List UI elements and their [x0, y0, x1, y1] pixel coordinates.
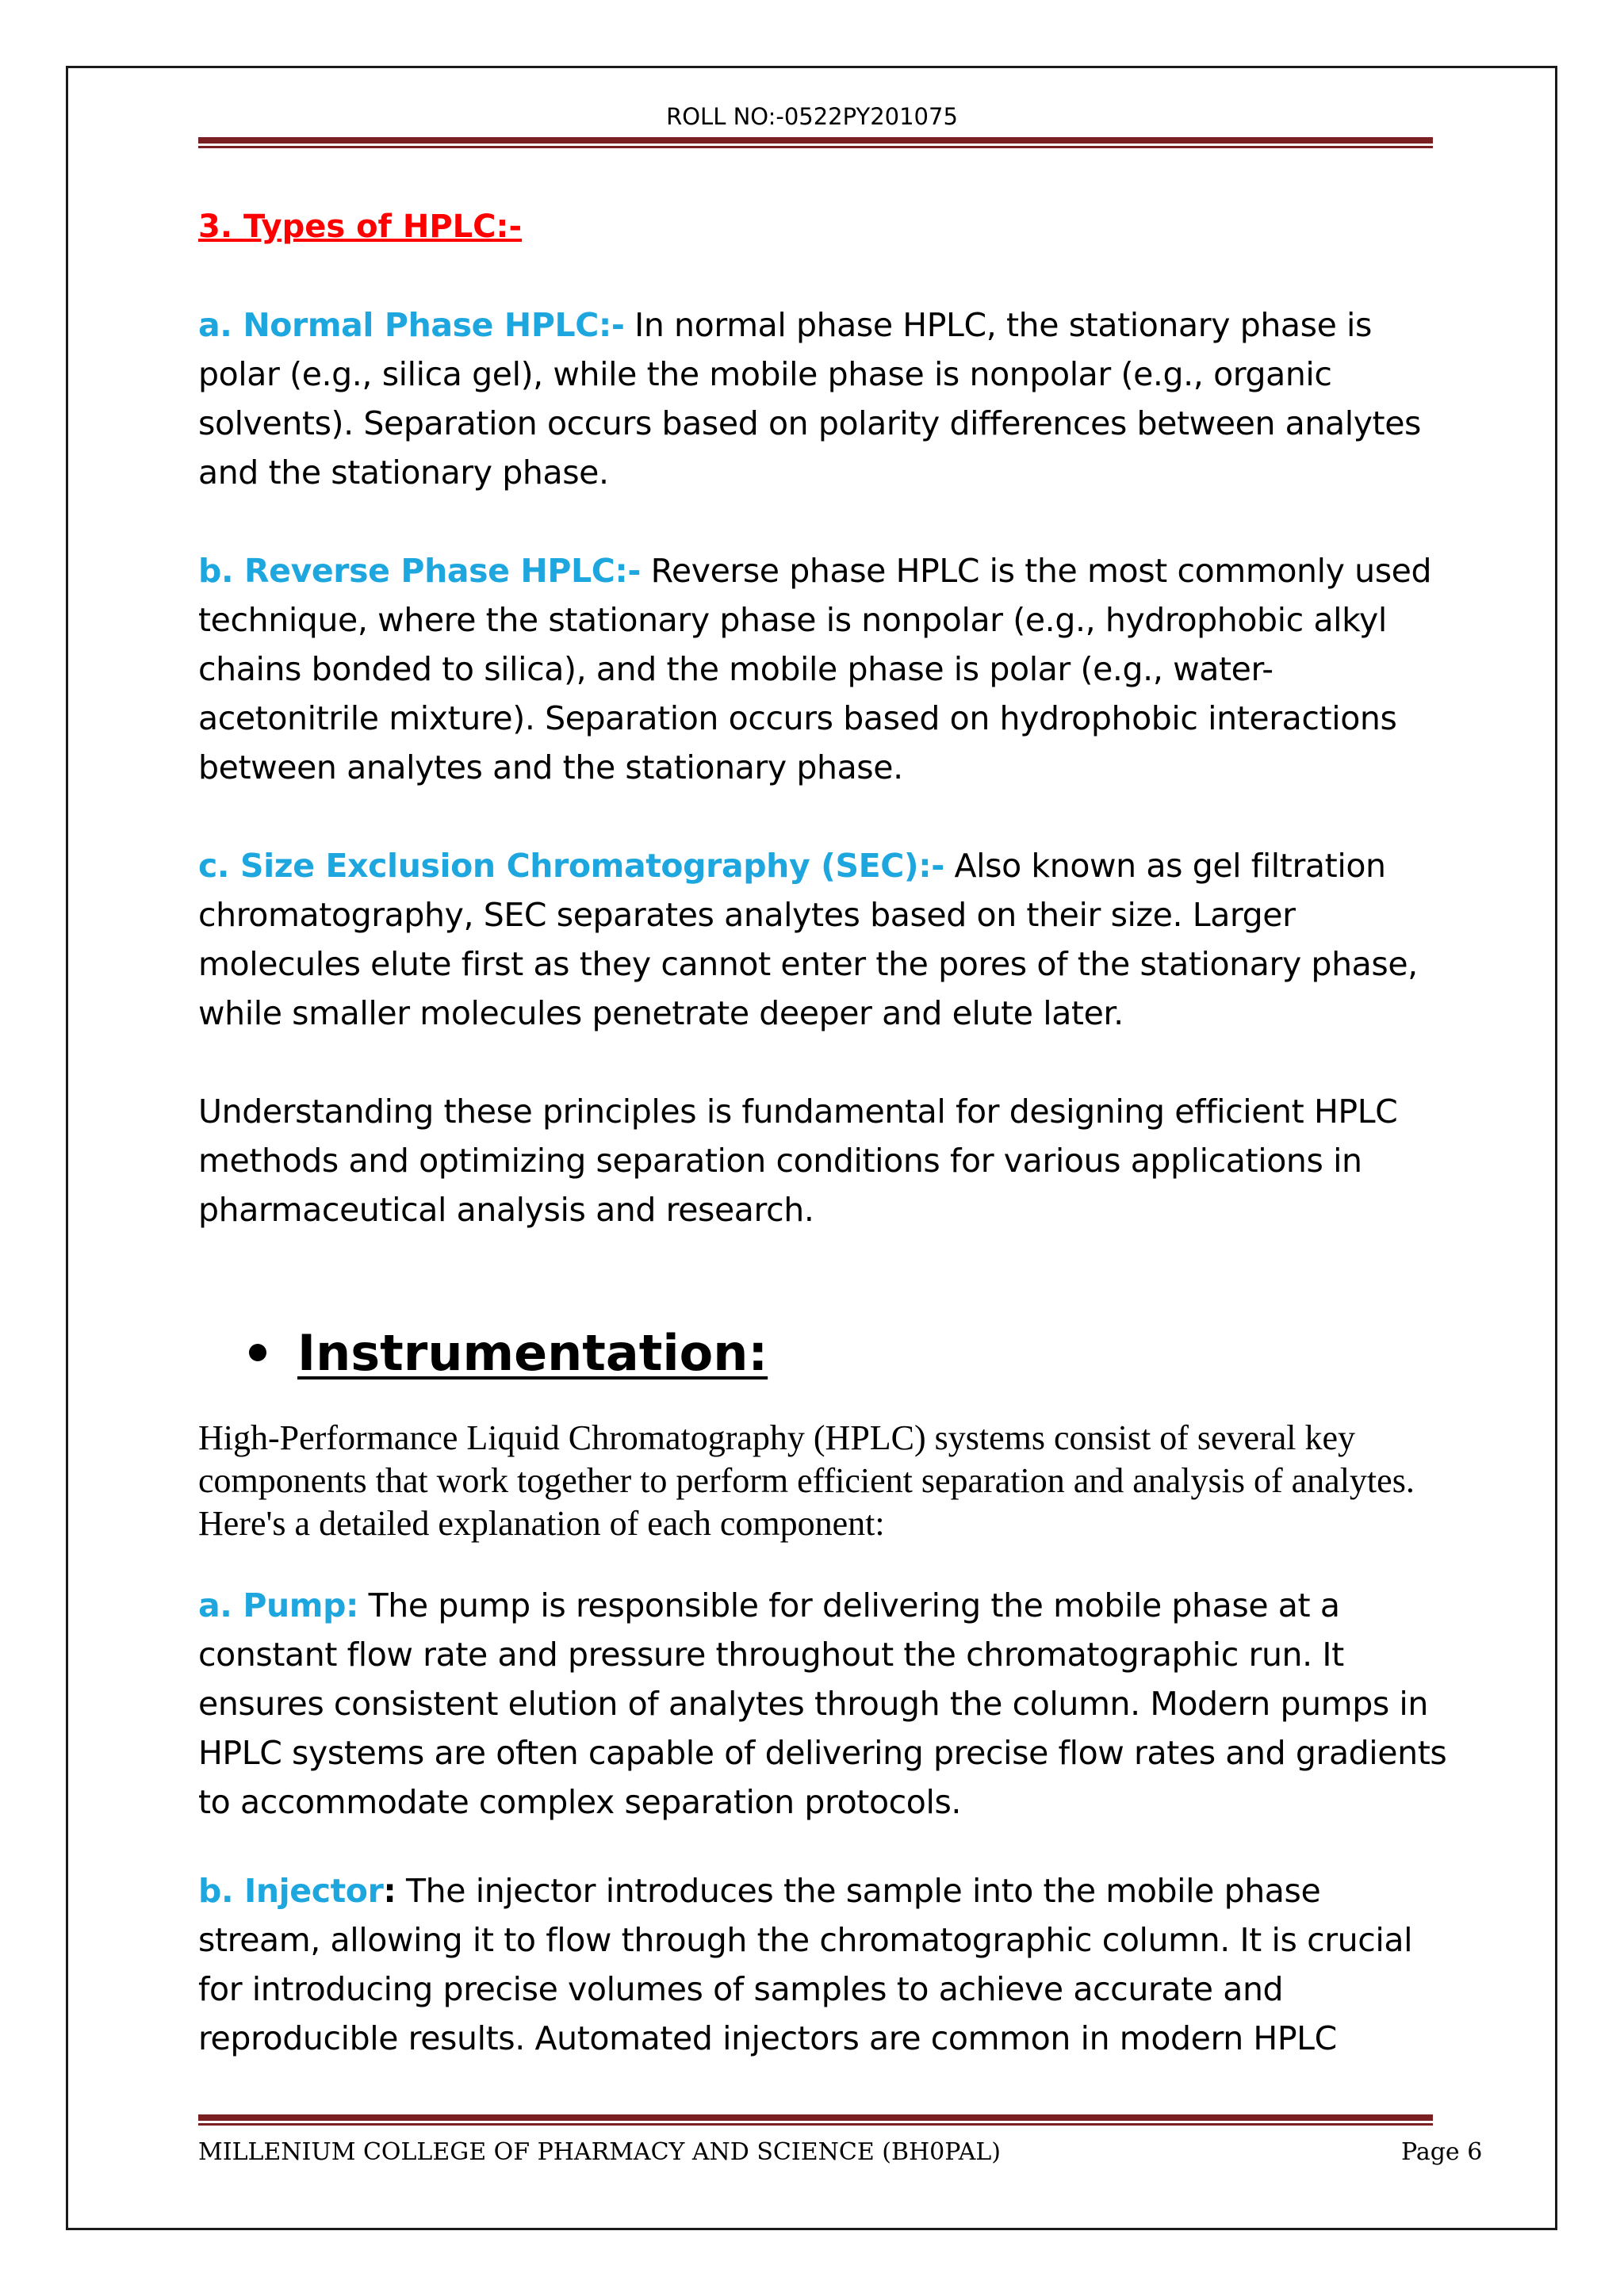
spacer	[198, 1038, 1451, 1087]
paragraph-instrumentation-intro: High-Performance Liquid Chromatography (HPLC) systems consist of several key components that work together to perform efficient separation and analysis of analytes. Here's a detailed explanation of each component:	[198, 1418, 1415, 1543]
lead-normal-phase: a. Normal Phase HPLC:-	[198, 306, 625, 344]
instrumentation-heading-row	[198, 1314, 1451, 1393]
footer-page-number: Page 6	[1401, 2138, 1483, 2166]
spacer	[198, 251, 1451, 300]
paragraph-normal-phase	[198, 300, 1451, 497]
lead-injector-colon: :	[383, 1872, 396, 1910]
spacer	[198, 497, 1451, 546]
lead-injector: b. Injector	[198, 1872, 384, 1910]
header-rule-thin	[198, 146, 1433, 148]
roll-number-header: ROLL NO:-0522PY201075	[666, 103, 958, 130]
spacer	[198, 792, 1451, 841]
text-injector: The injector introduces the sample into the mobile phase stream, allowing it to flow through the chromatographic column. It is crucial for introducing precise volumes of samples to achieve accurate and reproducible results. Automated injectors are common in modern HPLC	[198, 1872, 1413, 2057]
text-normal-phase: In normal phase HPLC, the stationary phase is polar (e.g., silica gel), while the mobile phase is nonpolar (e.g., organic solvents). Separation occurs based on polarity differences between analytes and the stationary phase.	[198, 306, 1422, 492]
text-size-exclusion: Also known as gel filtration chromatography, SEC separates analytes based on their size. Larger molecules elute first as they cannot enter the pores of the stationary phase, while smaller molecules penetrate deeper and elute later.	[198, 847, 1418, 1032]
header-rule-thick	[198, 137, 1433, 144]
footer-rule-thick	[198, 2114, 1433, 2121]
lead-size-exclusion: c. Size Exclusion Chromatography (SEC):-	[198, 847, 944, 885]
paragraph-injector	[198, 1866, 1451, 2063]
text-pump: The pump is responsible for delivering the mobile phase at a constant flow rate and pressure throughout the chromatographic run. It ensures consistent elution of analytes through the column. Modern pumps in HPLC systems are often capable of delivering precise flow rates and gradients to accommodate complex separation protocols.	[198, 1586, 1447, 1821]
bullet-icon	[249, 1344, 266, 1361]
paragraph-pump	[198, 1581, 1451, 1827]
section-title-types-of-hplc: 3. Types of HPLC:-	[198, 209, 523, 245]
footer-rule-thin	[198, 2123, 1433, 2126]
instrumentation-heading: Instrumentation:	[297, 1324, 768, 1382]
text-reverse-phase: Reverse phase HPLC is the most commonly used technique, where the stationary phase is nonpolar (e.g., hydrophobic alkyl chains bonded to silica), and the mobile phase is polar (e.g., water-acetonitrile mixture). Separation occurs based on hydrophobic interactions between analytes and the stationary phase.	[198, 552, 1432, 786]
paragraph-reverse-phase	[198, 546, 1451, 792]
page-content	[198, 190, 1451, 2063]
lead-pump: a. Pump:	[198, 1586, 359, 1624]
paragraph-size-exclusion	[198, 841, 1451, 1038]
paragraph-summary: Understanding these principles is fundamental for designing efficient HPLC methods and optimizing separation conditions for various applications in pharmaceutical analysis and research.	[198, 1093, 1398, 1229]
lead-reverse-phase: b. Reverse Phase HPLC:-	[198, 552, 641, 590]
footer-college-name: MILLENIUM COLLEGE OF PHARMACY AND SCIENCE (BH0PAL)	[198, 2138, 1001, 2166]
